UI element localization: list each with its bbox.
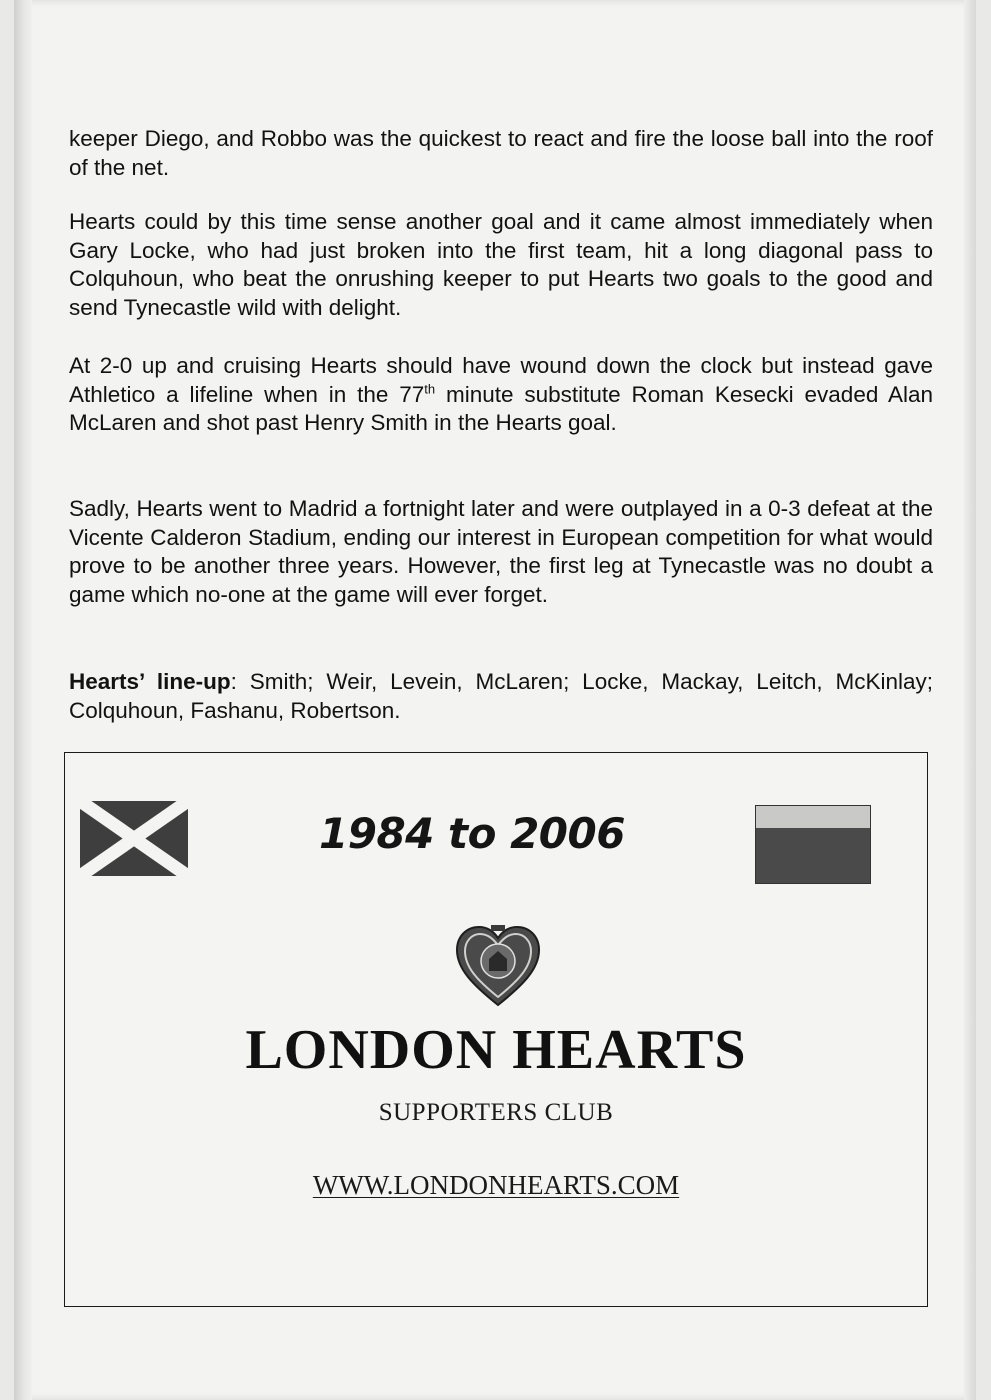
lineup-label: Hearts’ line-up: [69, 669, 231, 694]
ordinal-suffix: th: [424, 381, 436, 396]
club-years: 1984 to 2006: [319, 809, 625, 858]
club-subtitle: SUPPORTERS CLUB: [378, 1099, 614, 1126]
lineup-paragraph: [69, 668, 933, 725]
page: [14, 0, 976, 1400]
saltire-flag-icon: [80, 801, 188, 876]
paragraph-3-end: minute substitute Roman Kesecki evaded Alan McLaren and shot past Henry Smith in the Hearts goal.: [69, 381, 933, 435]
page-binding-shadow: [14, 0, 32, 1400]
flag-icon: [755, 805, 871, 884]
paragraph-2: Hearts could by this time sense another goal and it came almost immediately when Gary Locke, who had just broken into the first team, hit a long diagonal pass to Colquhoun, who beat the onrushing keeper to put Hearts two goals to the good and send Tynecastle wild with delight.: [69, 209, 933, 320]
paragraph-4: Sadly, Hearts went to Madrid a fortnight later and were outplayed in a 0-3 defeat at the Vicente Calderon Stadium, ending our interest in European competition for what would prove to be another three years. However, the first leg at Tynecastle was no doubt a game which no-one at the game will ever forget.: [69, 496, 933, 607]
paragraph-1: keeper Diego, and Robbo was the quickest to react and fire the loose ball into the roof of the net.: [69, 126, 933, 180]
supporters-club-advert: [64, 752, 928, 1307]
paragraph-3: [69, 352, 933, 438]
paragraph-3-start: At 2-0 up and cruising Hearts should have wound down the clock but instead gave Athletico a lifeline when in the 77: [69, 353, 933, 407]
page-edge-shadow: [964, 0, 976, 1400]
club-name: LONDON HEARTS: [245, 1019, 747, 1081]
club-website-link[interactable]: WWW.LONDONHEARTS.COM: [312, 1170, 680, 1200]
hearts-crest-icon: [453, 923, 543, 1008]
lineup-players: : Smith; Weir, Levein, McLaren; Locke, Mackay, Leitch, McKinlay; Colquhoun, Fashanu, Robertson.: [69, 669, 933, 723]
